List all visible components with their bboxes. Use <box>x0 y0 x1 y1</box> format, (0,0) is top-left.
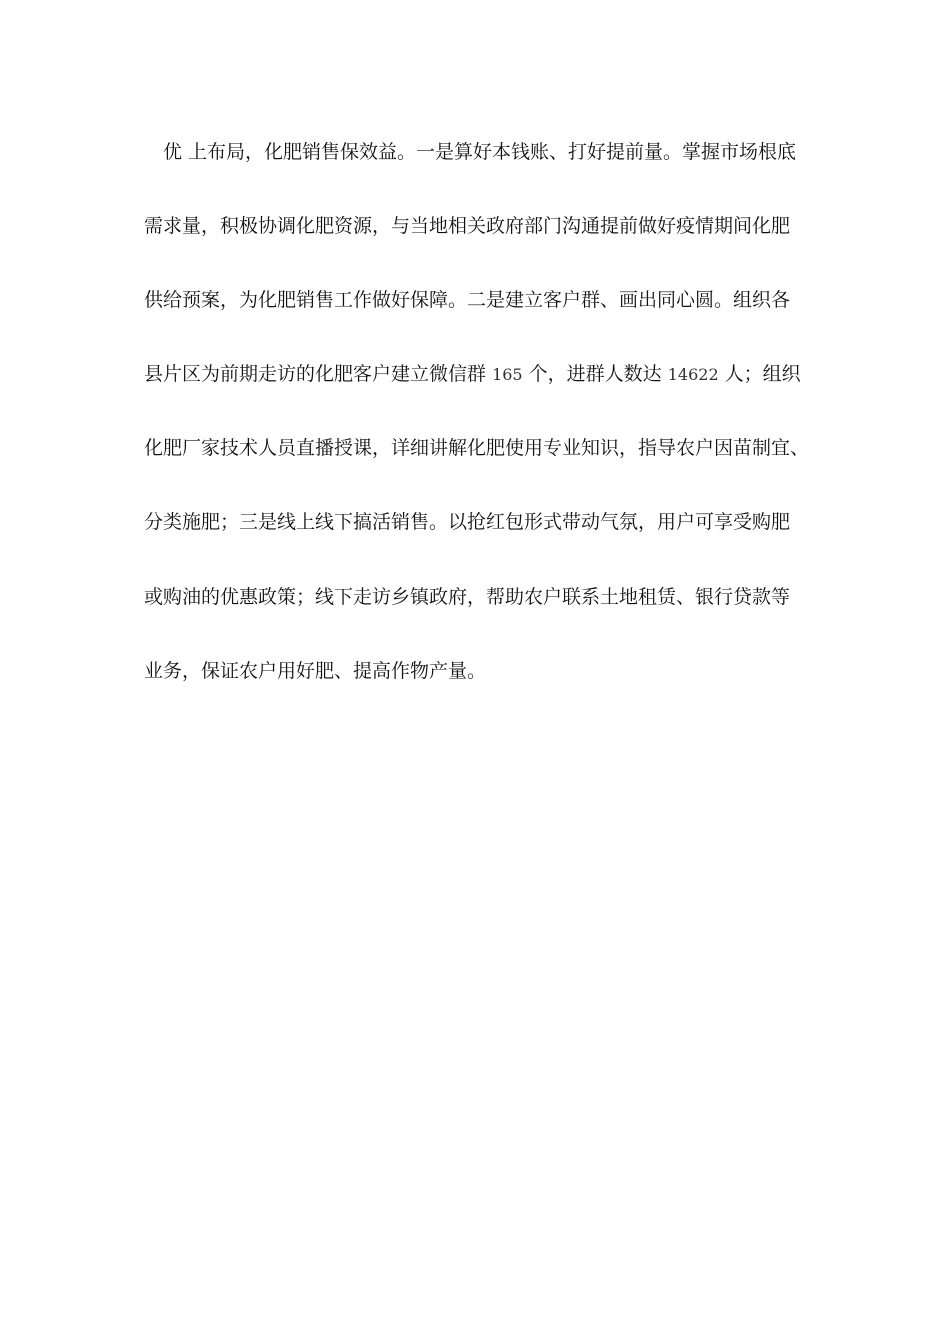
paragraph-line-8: 业务，保证农户用好肥、提高作物产量。 <box>144 660 487 682</box>
paragraph-line-6: 分类施肥；三是线上线下搞活销售。以抢红包形式带动气氛，用户可享受购肥 <box>144 511 791 533</box>
wechat-group-count: 165 <box>492 365 523 384</box>
group-member-count: 14622 <box>667 365 719 384</box>
paragraph-line-3: 供给预案，为化肥销售工作做好保障。二是建立客户群、画出同心圆。组织各 <box>144 289 791 311</box>
line-4-text-a: 县片区为前期走访的化肥客户建立微信群 <box>144 363 487 385</box>
paragraph-line-1: 优 上布局，化肥销售保效益。一是算好本钱账、打好提前量。掌握市场根底 <box>163 141 797 163</box>
paragraph-line-2: 需求量，积极协调化肥资源，与当地相关政府部门沟通提前做好疫情期间化肥 <box>144 215 791 237</box>
paragraph-line-4 <box>144 362 801 387</box>
line-4-text-c: 人；组织 <box>724 363 801 385</box>
paragraph-line-5: 化肥厂家技术人员直播授课，详细讲解化肥使用专业知识，指导农户因苗制宜、 <box>144 437 810 459</box>
line-4-text-b: 个，进群人数达 <box>528 363 662 385</box>
paragraph-line-7: 或购油的优惠政策；线下走访乡镇政府，帮助农户联系土地租赁、银行贷款等 <box>144 586 791 608</box>
